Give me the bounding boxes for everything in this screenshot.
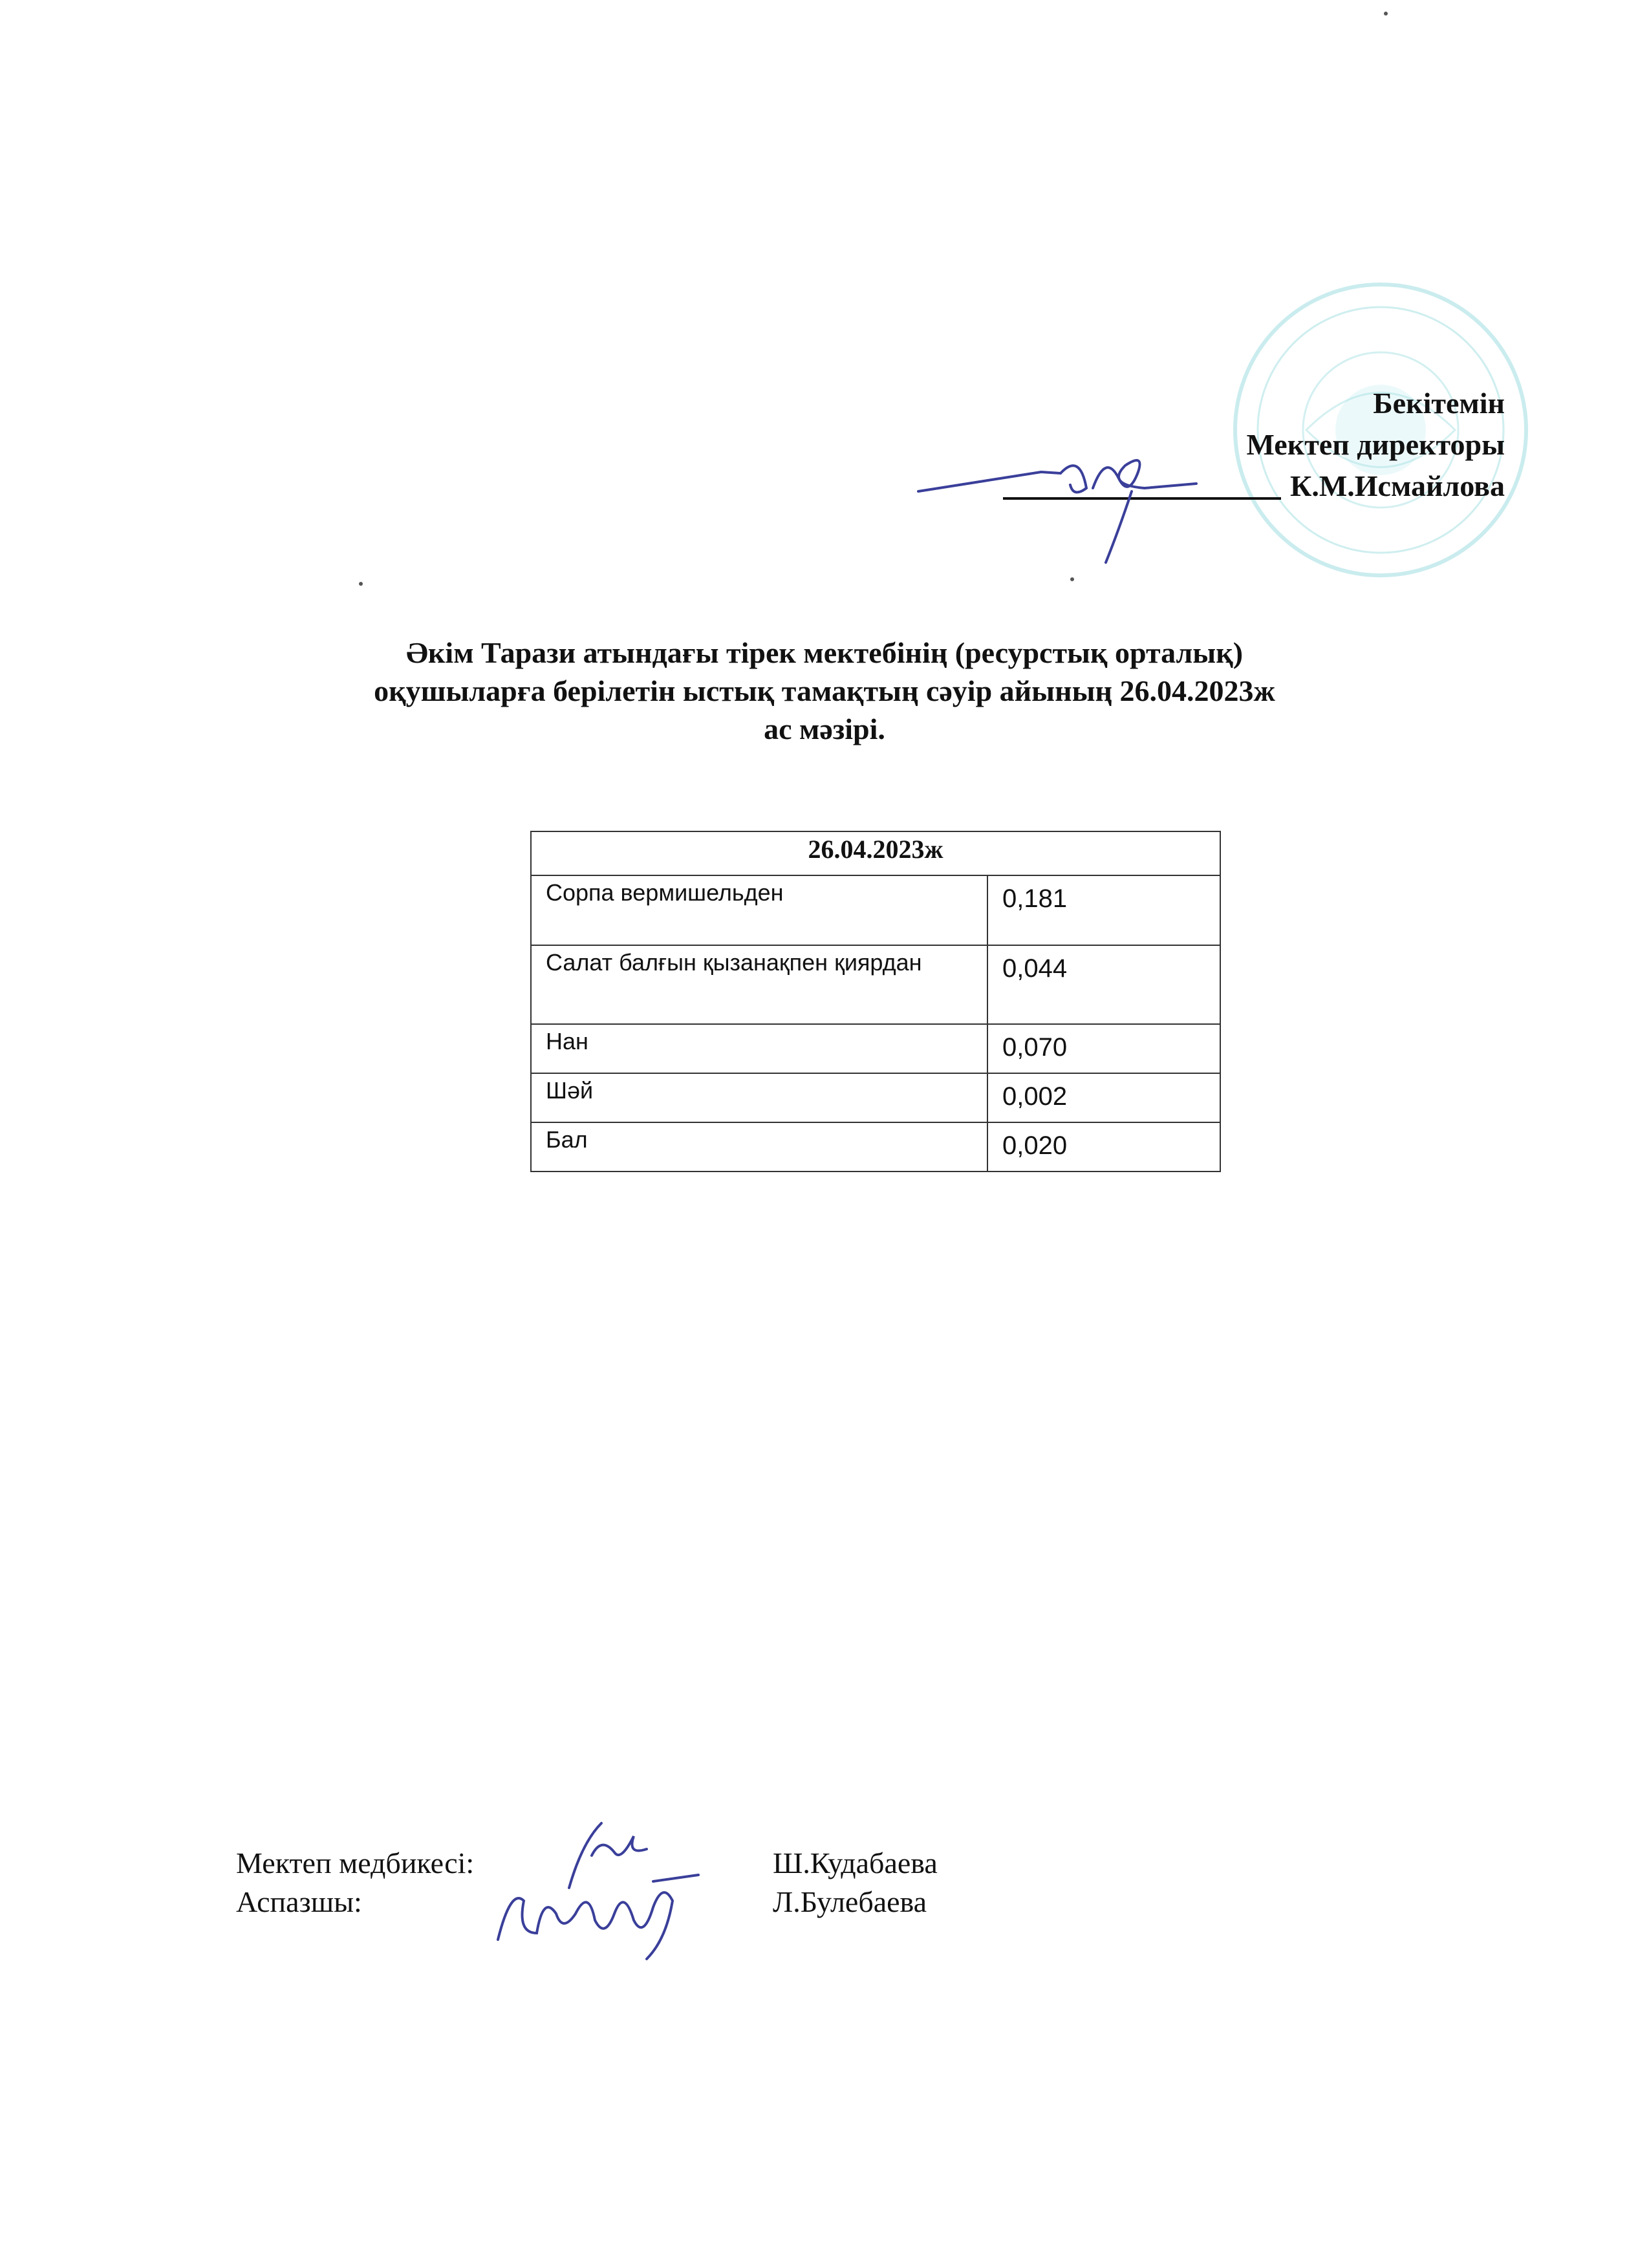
table-row	[531, 945, 1220, 1024]
approval-heading: Бекітемін	[1373, 387, 1505, 420]
cook-role: Аспазшы:	[236, 1885, 362, 1918]
title-line-2: оқушыларға берілетін ыстық тамақтың сәуір айының 26.04.2023ж	[374, 674, 1275, 707]
nurse-name: Ш.Кудабаева	[773, 1846, 938, 1879]
dish-amount: 0,020	[987, 1122, 1220, 1171]
dish-amount: 0,181	[987, 875, 1220, 945]
title-line-3: ас мәзірі.	[764, 712, 885, 745]
dish-name: Бал	[531, 1122, 987, 1171]
table-row	[531, 1073, 1220, 1122]
director-signature	[912, 427, 1248, 575]
nurse-role: Мектеп медбикесі:	[236, 1846, 475, 1879]
dish-amount: 0,044	[987, 945, 1220, 1024]
cook-signature	[491, 1862, 705, 1965]
dish-amount: 0,002	[987, 1073, 1220, 1122]
table-row	[531, 1024, 1220, 1073]
scan-speck	[1070, 577, 1074, 581]
scan-speck	[1384, 12, 1388, 16]
table-header-date: 26.04.2023ж	[531, 831, 1220, 875]
dish-amount: 0,070	[987, 1024, 1220, 1073]
cook-name: Л.Булебаева	[773, 1885, 927, 1918]
menu-table	[530, 831, 1221, 1172]
approval-position: Мектеп директоры	[1246, 428, 1505, 461]
dish-name: Салат балғын қызанақпен қиярдан	[531, 945, 987, 1024]
document-title	[0, 634, 1649, 748]
dish-name: Сорпа вермишельден	[531, 875, 987, 945]
table-row	[531, 1122, 1220, 1171]
table-row	[531, 875, 1220, 945]
dish-name: Нан	[531, 1024, 987, 1073]
dish-name: Шәй	[531, 1073, 987, 1122]
title-line-1: Әкім Тарази атындағы тірек мектебінің (ресурстық орталық)	[405, 636, 1244, 669]
director-name: К.М.Исмайлова	[1290, 469, 1505, 502]
scan-speck	[359, 582, 363, 586]
